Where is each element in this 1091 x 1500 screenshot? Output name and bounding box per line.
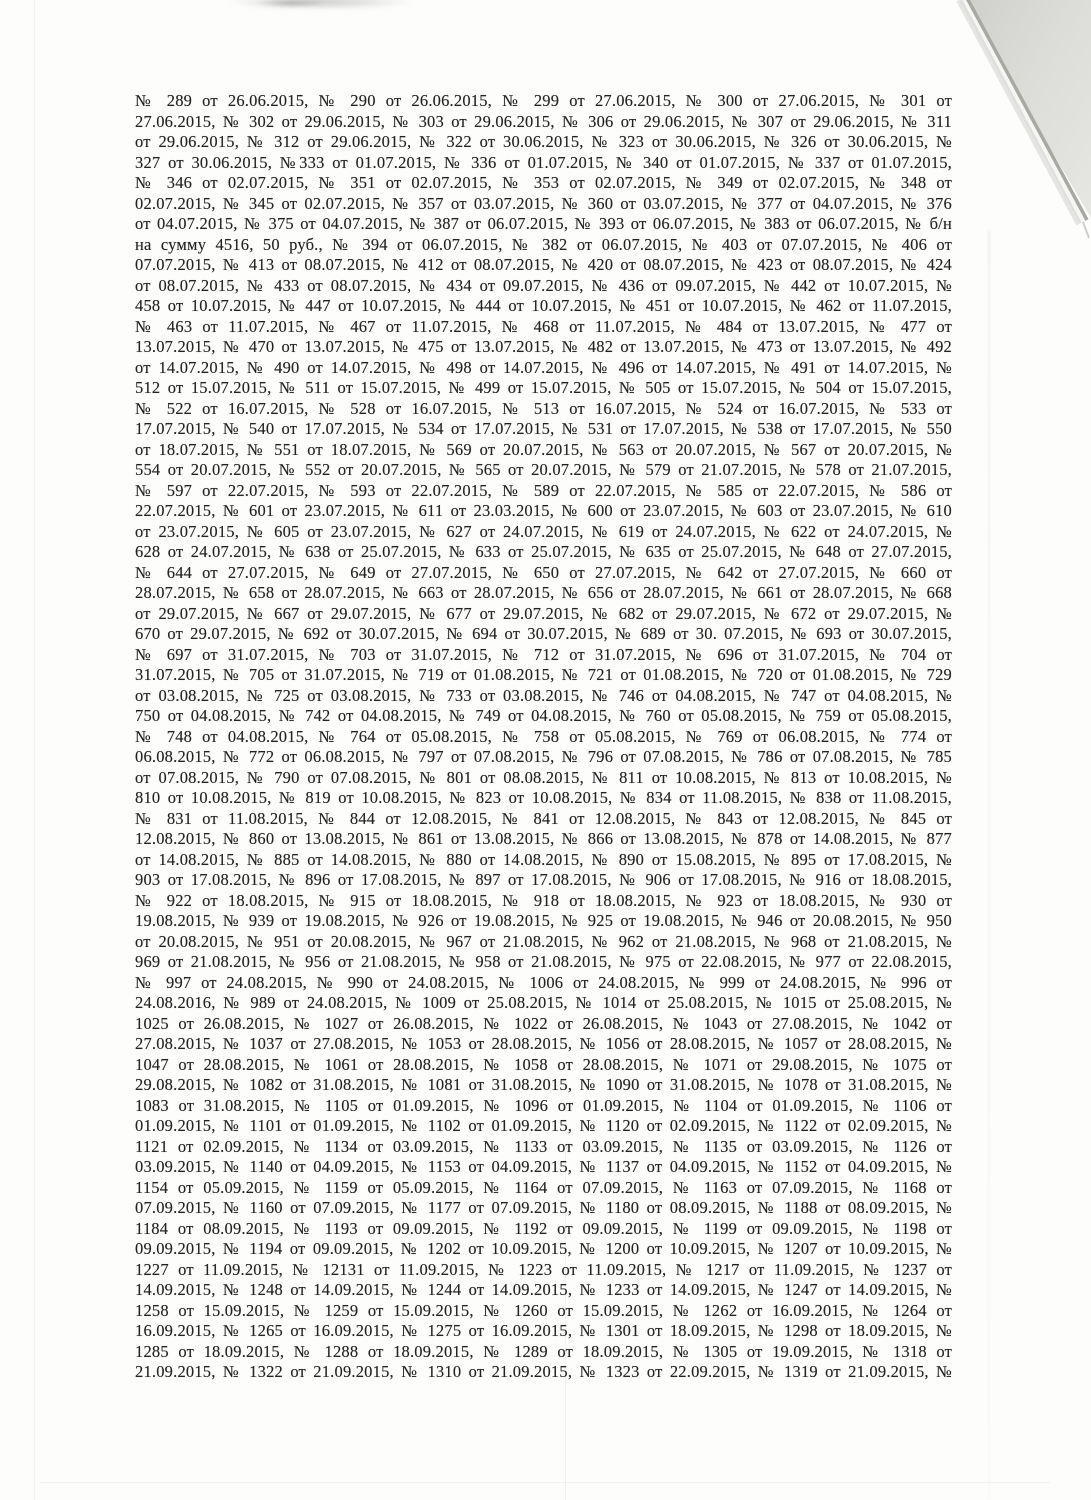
text-line: № 831 от 11.08.2015, № 844 от 12.08.2015, № 841 от 12.08.2015, № 843 от 12.08.2015, № 845 от: [135, 808, 952, 828]
text-line: 07.07.2015, № 413 от 08.07.2015, № 412 от 08.07.2015, № 420 от 08.07.2015, № 423 от 08.07.2015, № 424: [135, 255, 952, 274]
text-line: № 644 от 27.07.2015, № 649 от 27.07.2015, № 650 от 27.07.2015, № 642 от 27.07.2015, № 660 от: [135, 562, 952, 582]
text-line: № 463 от 11.07.2015, № 467 от 11.07.2015, № 468 от 11.07.2015, № 484 от 13.07.2015, № 477 от: [135, 316, 952, 336]
text-line: 24.08.2016, № 989 от 24.08.2015, № 1009 от 25.08.2015, № 1014 от 25.08.2015, № 1015 от 25.08.2015, №: [135, 993, 952, 1012]
text-line: № 346 от 02.07.2015, № 351 от 02.07.2015, № 353 от 02.07.2015, № 349 от 02.07.2015, № 348 от: [135, 173, 952, 192]
text-line: 29.08.2015, № 1082 от 31.08.2015, № 1081 от 31.08.2015, № 1090 от 31.08.2015, № 1078 от 31.08.2015, №: [135, 1075, 952, 1094]
text-line: 969 от 21.08.2015, № 956 от 21.08.2015, № 958 от 21.08.2015, № 975 от 22.08.2015, № 977 от 22.08.2015,: [135, 952, 952, 971]
text-line: № 597 от 22.07.2015, № 593 от 22.07.2015, № 589 от 22.07.2015, № 585 от 22.07.2015, № 586 от: [135, 480, 952, 500]
text-line: 07.09.2015, № 1160 от 07.09.2015, № 1177 от 07.09.2015, № 1180 от 08.09.2015, № 1188 от 08.09.2015, №: [135, 1198, 952, 1217]
text-line: № 748 от 04.08.2015, № 764 от 05.08.2015, № 758 от 05.08.2015, № 769 от 06.08.2015, № 774 от: [135, 726, 952, 746]
text-line: от 18.07.2015, № 551 от 18.07.2015, № 569 от 20.07.2015, № 563 от 20.07.2015, № 567 от 20.07.2015, №: [135, 439, 952, 459]
text-line: от 04.07.2015, № 375 от 04.07.2015, № 387 от 06.07.2015, № 393 от 06.07.2015, № 383 от 06.07.2015, № б/н: [135, 214, 952, 233]
text-line: 512 от 15.07.2015, № 511 от 15.07.2015, № 499 от 15.07.2015, № 505 от 15.07.2015, № 504 от 15.07.2015,: [135, 378, 952, 397]
text-line: № 922 от 18.08.2015, № 915 от 18.08.2015, № 918 от 18.08.2015, № 923 от 18.08.2015, № 930 от: [135, 890, 952, 910]
text-line: 21.09.2015, № 1322 от 21.09.2015, № 1310 от 21.09.2015, № 1323 от 22.09.2015, № 1319 от 21.09.2015, №: [135, 1362, 952, 1381]
text-line: 810 от 10.08.2015, № 819 от 10.08.2015, № 823 от 10.08.2015, № 834 от 11.08.2015, № 838 от 11.08.2015,: [135, 788, 952, 807]
text-line: 09.09.2015, № 1194 от 09.09.2015, № 1202 от 10.09.2015, № 1200 от 10.09.2015, № 1207 от 10.09.2015, №: [135, 1239, 952, 1258]
text-line: 17.07.2015, № 540 от 17.07.2015, № 534 от 17.07.2015, № 531 от 17.07.2015, № 538 от 17.07.2015, № 550: [135, 419, 952, 438]
text-line: 1083 от 31.08.2015, № 1105 от 01.09.2015, № 1096 от 01.09.2015, № 1104 от 01.09.2015, № 1106 от: [135, 1095, 952, 1115]
text-line: 554 от 20.07.2015, № 552 от 20.07.2015, № 565 от 20.07.2015, № 579 от 21.07.2015, № 578 от 21.07.2015,: [135, 460, 952, 479]
text-line: от 29.07.2015, № 667 от 29.07.2015, № 677 от 29.07.2015, № 682 от 29.07.2015, № 672 от 29.07.2015, №: [135, 603, 952, 623]
text-line: 1025 от 26.08.2015, № 1027 от 26.08.2015, № 1022 от 26.08.2015, № 1043 от 27.08.2015, № 1042 от: [135, 1013, 952, 1033]
text-line: 1227 от 11.09.2015, № 12131 от 11.09.2015, № 1223 от 11.09.2015, № 1217 от 11.09.2015, № 1237 от: [135, 1259, 952, 1279]
text-line: 1121 от 02.09.2015, № 1134 от 03.09.2015, № 1133 от 03.09.2015, № 1135 от 03.09.2015, № 1126 от: [135, 1136, 952, 1156]
text-line: 14.09.2015, № 1248 от 14.09.2015, № 1244 от 14.09.2015, № 1233 от 14.09.2015, № 1247 от 14.09.2015, №: [135, 1280, 952, 1299]
text-line: от 14.07.2015, № 490 от 14.07.2015, № 498 от 14.07.2015, № 496 от 14.07.2015, № 491 от 14.07.2015, №: [135, 357, 952, 377]
text-line: 16.09.2015, № 1265 от 16.09.2015, № 1275 от 16.09.2015, № 1301 от 18.09.2015, № 1298 от 18.09.2015, №: [135, 1321, 952, 1340]
text-line: 1154 от 05.09.2015, № 1159 от 05.09.2015, № 1164 от 07.09.2015, № 1163 от 07.09.2015, № 1168 от: [135, 1177, 952, 1197]
text-line: от 03.08.2015, № 725 от 03.08.2015, № 733 от 03.08.2015, № 746 от 04.08.2015, № 747 от 04.08.2015, №: [135, 685, 952, 705]
text-line: 06.08.2015, № 772 от 06.08.2015, № 797 от 07.08.2015, № 796 от 07.08.2015, № 786 от 07.08.2015, № 785: [135, 747, 952, 766]
text-line: 327 от 30.06.2015, №333 от 01.07.2015, № 336 от 01.07.2015, № 340 от 01.07.2015, № 337 от 01.07.2015,: [135, 152, 952, 172]
text-line: № 522 от 16.07.2015, № 528 от 16.07.2015, № 513 от 16.07.2015, № 524 от 16.07.2015, № 533 от: [135, 398, 952, 418]
text-line: 31.07.2015, № 705 от 31.07.2015, № 719 от 01.08.2015, № 721 от 01.08.2015, № 720 от 01.08.2015, № 729: [135, 665, 952, 684]
scan-crease-right: [988, 230, 990, 1500]
text-line: от 20.08.2015, № 951 от 20.08.2015, № 967 от 21.08.2015, № 962 от 21.08.2015, № 968 от 21.08.2015, №: [135, 931, 952, 951]
text-line: 01.09.2015, № 1101 от 01.09.2015, № 1102 от 01.09.2015, № 1120 от 02.09.2015, № 1122 от 02.09.2015, №: [135, 1116, 952, 1135]
text-line: 22.07.2015, № 601 от 23.07.2015, № 611 от 23.03.2015, № 600 от 23.07.2015, № 603 от 23.07.2015, № 610: [135, 501, 952, 520]
text-line: 03.09.2015, № 1140 от 04.09.2015, № 1153 от 04.09.2015, № 1137 от 04.09.2015, № 1152 от 04.09.2015, №: [135, 1157, 952, 1176]
text-line: 28.07.2015, № 658 от 28.07.2015, № 663 от 28.07.2015, № 656 от 28.07.2015, № 661 от 28.07.2015, № 668: [135, 583, 952, 602]
text-line: от 14.08.2015, № 885 от 14.08.2015, № 880 от 14.08.2015, № 890 от 15.08.2015, № 895 от 17.08.2015, №: [135, 849, 952, 869]
text-line: 628 от 24.07.2015, № 638 от 25.07.2015, № 633 от 25.07.2015, № 635 от 25.07.2015, № 648 от 27.07.2015,: [135, 542, 952, 561]
text-line: 12.08.2015, № 860 от 13.08.2015, № 861 от 13.08.2015, № 866 от 13.08.2015, № 878 от 14.08.2015, № 877: [135, 829, 952, 848]
text-line: № 697 от 31.07.2015, № 703 от 31.07.2015, № 712 от 31.07.2015, № 696 от 31.07.2015, № 704 от: [135, 644, 952, 664]
text-line: от 23.07.2015, № 605 от 23.07.2015, № 627 от 24.07.2015, № 619 от 24.07.2015, № 622 от 24.07.2015, №: [135, 521, 952, 541]
text-line: от 07.08.2015, № 790 от 07.08.2015, № 801 от 08.08.2015, № 811 от 10.08.2015, № 813 от 10.08.2015, №: [135, 767, 952, 787]
text-line: на сумму 4516, 50 руб., № 394 от 06.07.2015, № 382 от 06.07.2015, № 403 от 07.07.2015, № 406 от: [135, 234, 952, 254]
text-line: 13.07.2015, № 470 от 13.07.2015, № 475 от 13.07.2015, № 482 от 13.07.2015, № 473 от 13.07.2015, № 492: [135, 337, 952, 356]
text-line: 1047 от 28.08.2015, № 1061 от 28.08.2015, № 1058 от 28.08.2015, № 1071 от 29.08.2015, № 1075 от: [135, 1054, 952, 1074]
scan-crease-left: [34, 0, 35, 1500]
text-line: 903 от 17.08.2015, № 896 от 17.08.2015, № 897 от 17.08.2015, № 906 от 17.08.2015, № 916 от 18.08.2015,: [135, 870, 952, 889]
text-line: 458 от 10.07.2015, № 447 от 10.07.2015, № 444 от 10.07.2015, № 451 от 10.07.2015, № 462 от 11.07.2015,: [135, 296, 952, 315]
text-line: 19.08.2015, № 939 от 19.08.2015, № 926 от 19.08.2015, № 925 от 19.08.2015, № 946 от 20.08.2015, № 950: [135, 911, 952, 930]
text-line: 27.08.2015, № 1037 от 27.08.2015, № 1053 от 28.08.2015, № 1056 от 28.08.2015, № 1057 от 28.08.2015, №: [135, 1034, 952, 1053]
text-line: 750 от 04.08.2015, № 742 от 04.08.2015, № 749 от 04.08.2015, № 760 от 05.08.2015, № 759 от 05.08.2015,: [135, 706, 952, 725]
scan-edge-line: [40, 1482, 1050, 1483]
text-line: 1184 от 08.09.2015, № 1193 от 09.09.2015, № 1192 от 09.09.2015, № 1199 от 09.09.2015, № 1198 от: [135, 1218, 952, 1238]
text-line: 02.07.2015, № 345 от 02.07.2015, № 357 от 03.07.2015, № 360 от 03.07.2015, № 377 от 04.07.2015, № 376: [135, 193, 952, 213]
text-line: № 289 от 26.06.2015, № 290 от 26.06.2015, № 299 от 27.06.2015, № 300 от 27.06.2015, № 301 от: [135, 91, 952, 110]
text-line: 27.06.2015, № 302 от 29.06.2015, № 303 от 29.06.2015, № 306 от 29.06.2015, № 307 от 29.06.2015, № 311: [135, 111, 952, 131]
text-line: от 08.07.2015, № 433 от 08.07.2015, № 434 от 09.07.2015, № 436 от 09.07.2015, № 442 от 10.07.2015, №: [135, 275, 952, 295]
document-text: [135, 91, 952, 1383]
text-line: № 997 от 24.08.2015, № 990 от 24.08.2015, № 1006 от 24.08.2015, № 999 от 24.08.2015, № 996 от: [135, 972, 952, 992]
text-line: 1258 от 15.09.2015, № 1259 от 15.09.2015, № 1260 от 15.09.2015, № 1262 от 16.09.2015, № 1264 от: [135, 1300, 952, 1320]
text-line: 670 от 29.07.2015, № 692 от 30.07.2015, № 694 от 30.07.2015, № 689 от 30. 07.2015, № 693 от 30.07.2015,: [135, 624, 952, 643]
scan-smudge: [255, 0, 325, 8]
text-line: 1285 от 18.09.2015, № 1288 от 18.09.2015, № 1289 от 18.09.2015, № 1305 от 19.09.2015, № 1318 от: [135, 1341, 952, 1361]
text-line: от 29.06.2015, № 312 от 29.06.2015, № 322 от 30.06.2015, № 323 от 30.06.2015, № 326 от 30.06.2015, №: [135, 132, 952, 151]
